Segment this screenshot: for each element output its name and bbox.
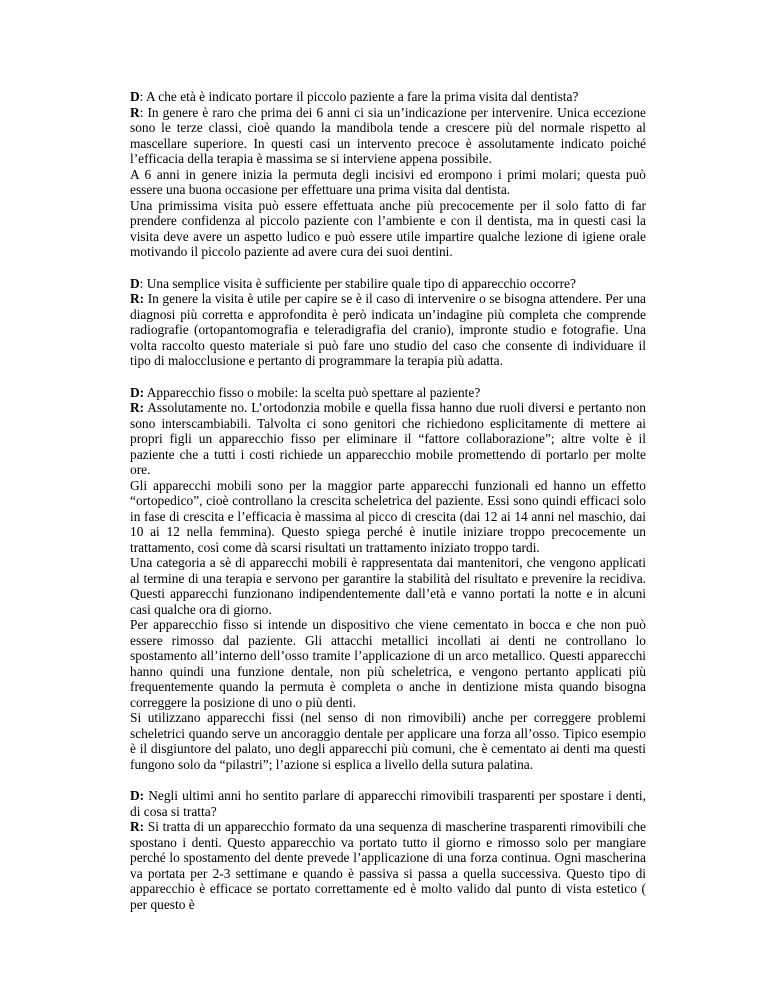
question-text: : Una semplice visita è sufficiente per stabilire quale tipo di apparecchio occorre?	[139, 275, 576, 291]
answer-text: : In genere è raro che prima dei 6 anni ci sia un’indicazione per intervenire. Unica eccezione sono le terze classi, cioè quando la mandibola tende a crescere più del normale rispetto al mascellare superiore. In questi casi un intervento precoce è assolutamente indicato poiché l’efficacia della terapia è massima se si interviene appena possibile.	[130, 104, 646, 166]
answer-text: Si tratta di un apparecchio formato da una sequenza di mascherine trasparenti rimovibili che spostano i denti. Questo apparecchio va portato tutto il giorno e rimosso solo per mangiare perché lo spostamento del dente prevede l’applicazione di una forza continua. Ogni mascherina va portata per 2-3 settimane e quando è passiva si passa a quella successiva. Questo tipo di apparecchio è efficace se portato correttamente ed è molto valido dal punto di vista estetico ( per questo è	[130, 819, 646, 912]
answer-paragraph: Una primissima visita può essere effettuata anche più precocemente per il solo fatto di far prendere confidenza al piccolo paziente con l’ambiente e con il dentista, ma in questi casi la visita deve avere un aspetto ludico e può essere utile impartire qualche lezione di igiene orale motivando il piccolo paziente ad avere cura dei suoi dentini.	[130, 197, 646, 259]
answer-paragraph	[130, 400, 646, 478]
question-label: D	[130, 89, 140, 104]
qa-block-first-visit	[130, 89, 646, 260]
question	[130, 385, 646, 401]
answer-paragraph	[130, 291, 646, 369]
answer-paragraph: Per apparecchio fisso si intende un dispositivo che viene cementato in bocca e che non può essere rimosso dal paziente. Gli attacchi metallici incollati ai denti ne controllano lo spostamento all’interno dell’osso tramite l’applicazione di un arco metallico. Questi apparecchi hanno quindi una funzione dentale, non più scheletrica, e vengono pertanto applicati più frequentemente quando la permuta è completa o anche in dentizione mista quando bisogna correggere la posizione di uno o più denti.	[130, 617, 646, 710]
answer-paragraph: Si utilizzano apparecchi fissi (nel senso di non rimovibili) anche per correggere problemi scheletrici quando serve un ancoraggio dentale per applicare una forza all’osso. Tipico esempio è il disgiuntore del palato, uno degli apparecchi più comuni, che è cementato ai denti ma questi fungono solo da “pilastri”; l’azione si esplica a livello della sutura palatina.	[130, 710, 646, 772]
answer-label: R:	[130, 291, 145, 306]
question-label: D:	[130, 384, 145, 400]
qa-block-simple-visit	[130, 276, 646, 369]
document-page	[130, 89, 646, 928]
answer-label: R	[130, 104, 140, 120]
answer-label: R:	[130, 400, 145, 415]
answer-text: In genere la visita è utile per capire se è il caso di intervenire o se bisogna attendere. Per una diagnosi più corretta e approfondita è però indicata un’indagine più completa che comprende radiografie (ortopantomografia e teleradigrafia del cranio), impronte studio e fotografie. Una volta raccolto questo materiale si può fare uno studio del caso che consente di individuare il tipo di malocclusione e pertanto di programmare la terapia più adatta.	[130, 291, 646, 368]
answer-paragraph: A 6 anni in genere inizia la permuta degli incisivi ed erompono i primi molari; questa può essere una buona occasione per effettuare una prima visita dal dentista.	[130, 166, 646, 197]
qa-block-fixed-or-removable	[130, 385, 646, 773]
answer-paragraph	[130, 819, 646, 912]
question-text: Negli ultimi anni ho sentito parlare di apparecchi rimovibili trasparenti per spostare i denti, di cosa si tratta?	[130, 788, 646, 819]
answer-label: R:	[130, 819, 145, 834]
question	[130, 276, 646, 292]
question	[130, 89, 646, 105]
answer-paragraph	[130, 105, 646, 167]
question-text: : A che età è indicato portare il piccolo paziente a fare la prima visita dal dentista?	[139, 89, 579, 104]
qa-block-clear-aligners	[130, 788, 646, 912]
question	[130, 788, 646, 819]
question-label: D:	[130, 788, 145, 803]
answer-paragraph: Gli apparecchi mobili sono per la maggior parte apparecchi funzionali ed hanno un effetto “ortopedico”, cioè controllano la crescita scheletrica del paziente. Essi sono quindi efficaci solo in fase di crescita e l’efficacia è massima al picco di crescita (dai 12 ai 14 anni nel maschio, dai 10 ai 12 nella femmina). Questo spiega perché è inutile iniziare troppo precocemente un trattamento, così come dà scarsi risultati un trattamento iniziato troppo tardi.	[130, 477, 646, 555]
question-text: Apparecchio fisso o mobile: la scelta può spettare al paziente?	[144, 384, 481, 400]
answer-paragraph: Una categoria a sè di apparecchi mobili è rappresentata dai mantenitori, che vengono applicati al termine di una terapia e servono per garantire la stabilità del risultato e prevenire la recidiva. Questi apparecchi funzionano indipendentemente dall’età e vanno portati la notte e in alcuni casi qualche ora di giorno.	[130, 555, 646, 617]
answer-text: Assolutamente no. L’ortodonzia mobile e quella fissa hanno due ruoli diversi e pertanto non sono interscambiabili. Talvolta ci sono genitori che richiedono esplicitamente di mettere ai propri figli un apparecchio fisso per eliminare il “fattore collaborazione”; altre volte è il paziente che a tutti i costi richiede un apparecchio mobile promettendo di portarlo per molte ore.	[130, 400, 646, 477]
question-label: D	[130, 275, 140, 291]
